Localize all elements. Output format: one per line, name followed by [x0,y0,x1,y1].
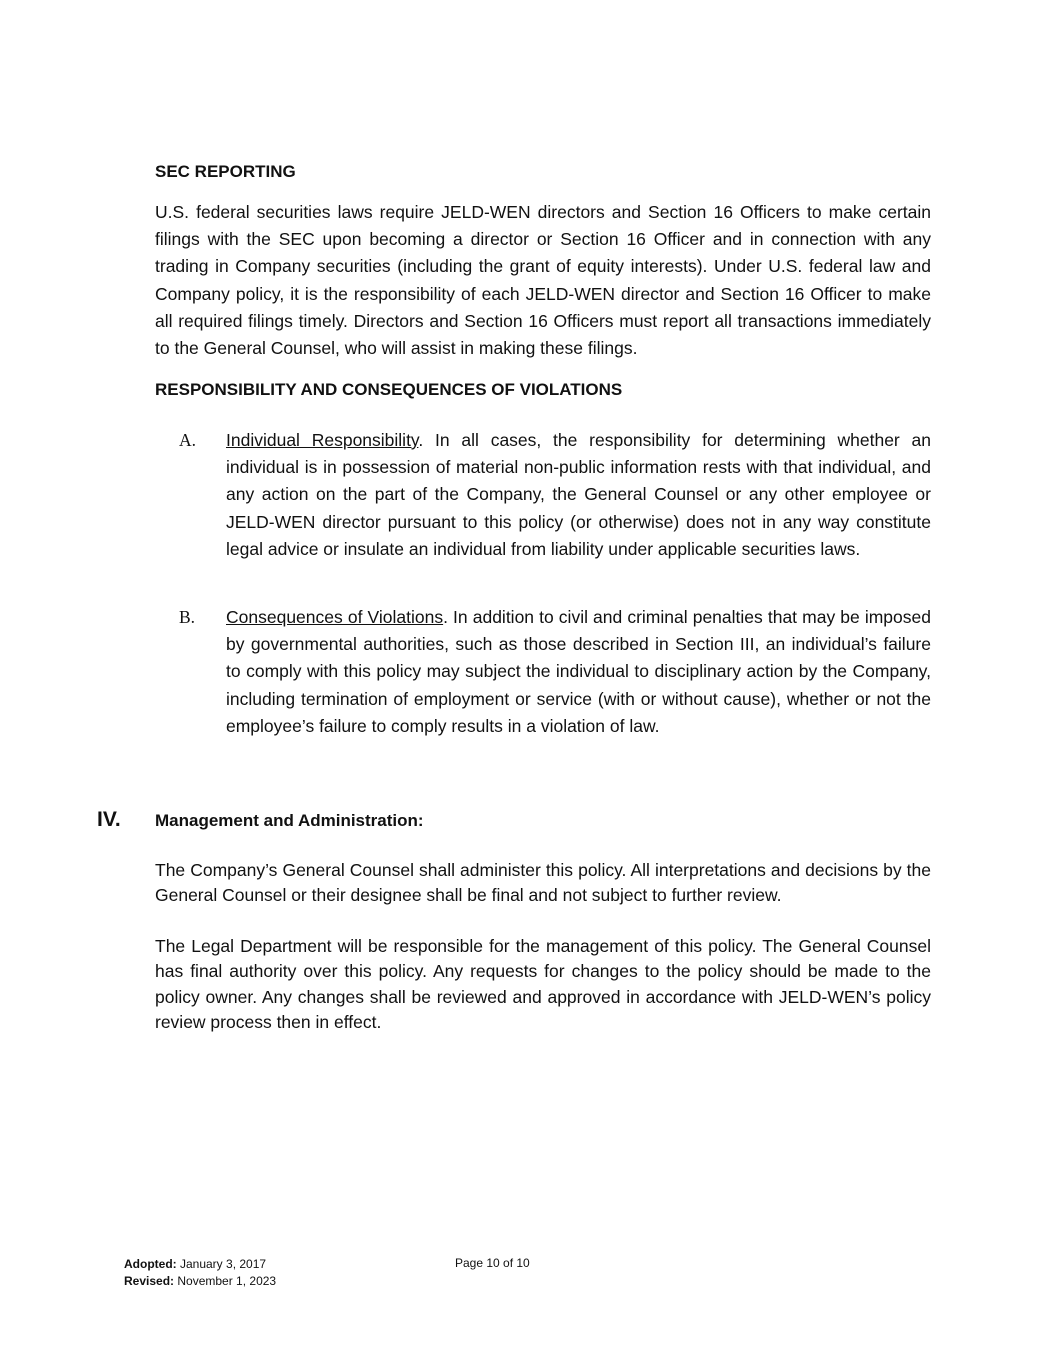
section-iv-paragraph-1: The Company’s General Counsel shall administer this policy. All interpretations and decisions by the General Counsel or their designee shall be final and not subject to further review. [155,860,931,906]
item-a-text: . In all cases, the responsibility for determining whether an individual is in possession of material non-public information rests with that individual, and any action on the part of the Company, the General Counsel or any other employee or JELD-WEN director pursuant to this policy (or otherwise) does not in any way constitute legal advice or insulate an individual from liability under applicable securities laws. [226,430,931,559]
footer-adopted [124,1256,266,1273]
responsibility-heading: RESPONSIBILITY AND CONSEQUENCES OF VIOLATIONS [155,380,623,399]
section-iv-heading: Management and Administration: [155,811,424,830]
item-a-letter: A. [179,430,197,450]
sec-reporting-body: U.S. federal securities laws require JELD-WEN directors and Section 16 Officers to make certain filings with the SEC upon becoming a director or Section 16 Officer and in connection with any trading in Company securities (including the grant of equity interests). Under U.S. federal law and Company policy, it is the responsibility of each JELD-WEN director and Section 16 Officer to make all required filings timely. Directors and Section 16 Officers must report all transactions immediately to the General Counsel, who will assist in making these filings. [155,202,931,359]
page-number: Page 10 of 10 [455,1256,530,1270]
section-iv-paragraph-2: The Legal Department will be responsible for the management of this policy. The General Counsel has final authority over this policy. Any requests for changes to the policy should be made to the policy owner. Any changes shall be reviewed and approved in accordance with JELD-WEN’s policy review process then in effect. [155,936,931,1033]
section-iv-numeral: IV. [97,808,121,831]
sec-reporting-heading: SEC REPORTING [155,162,296,181]
footer-adopted-date: January 3, 2017 [176,1257,267,1271]
item-a-body [226,427,931,563]
item-a-title: Individual Responsibility [226,430,419,450]
footer-revised-label: Revised: [124,1274,175,1288]
item-b-title: Consequences of Violations [226,607,444,627]
footer-revised-date: November 1, 2023 [174,1274,277,1288]
footer-adopted-label: Adopted: [124,1257,177,1271]
item-b-text: . In addition to civil and criminal penalties that may be imposed by governmental authorities, such as those described in Section III, an individual’s failure to comply with this policy may subject the individual to disciplinary action by the Company, including termination of employment or service (with or without cause), whether or not the employee’s failure to comply results in a violation of law. [226,607,931,736]
footer-revised [124,1273,276,1290]
item-b-body [226,604,931,740]
item-b-letter: B. [179,607,196,627]
